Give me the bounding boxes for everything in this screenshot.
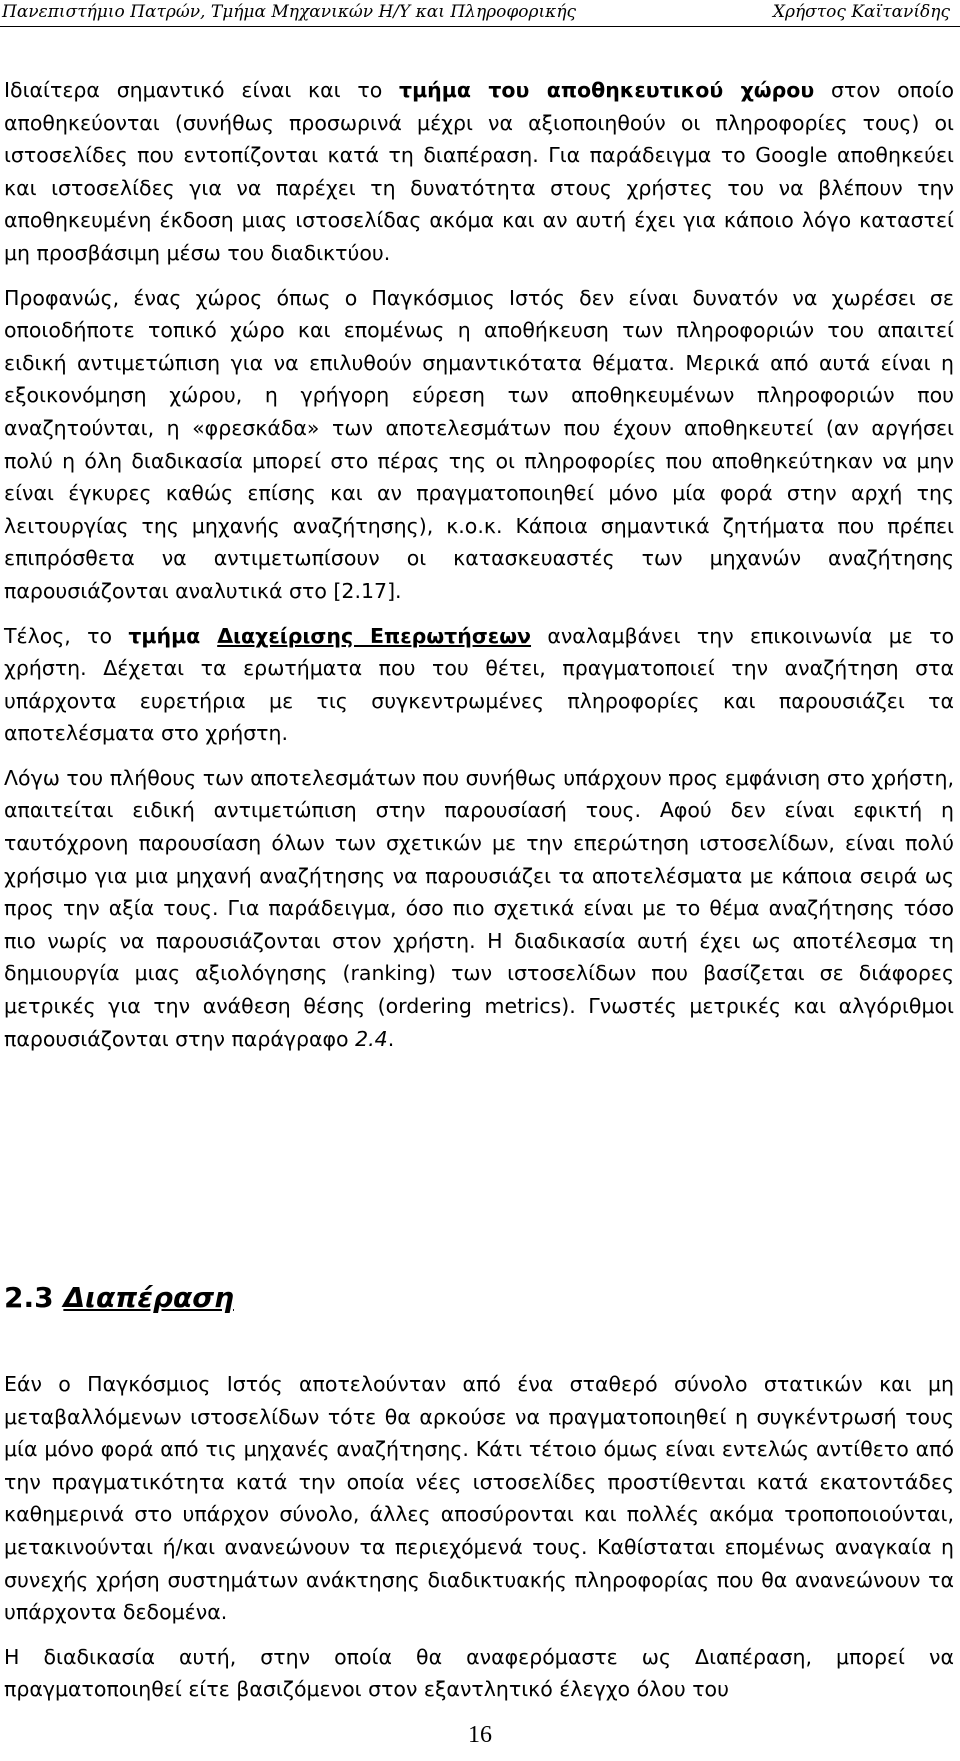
section-reference: 2.4 (355, 1026, 388, 1051)
header-author: Χρήστος Καϊτανίδης (772, 2, 950, 22)
text-run: Τέλος, το (4, 623, 129, 648)
bold-term-section: τμήμα (128, 623, 218, 648)
section-heading (4, 1281, 234, 1314)
text-run: Ιδιαίτερα σημαντικό είναι και το (4, 78, 400, 102)
section-title: Διαπέραση (63, 1281, 234, 1314)
bold-term-storage: τμήμα του αποθηκευτικού χώρου (399, 78, 815, 102)
body-text (4, 74, 954, 1067)
paragraph-crawl-process: Η διαδικασία αυτή, στην οποία θα αναφερόμαστε ως Διαπέραση, μπορεί να πραγματοποιηθεί είτε βασιζόμενοι στον εξαντλητικό έλεγχο όλου του (4, 1644, 954, 1702)
paragraph-storage (4, 74, 954, 270)
header-divider (0, 26, 960, 27)
paragraph-storage-issues: Προφανώς, ένας χώρος όπως ο Παγκόσμιος Ιστός δεν είναι δυνατόν να χωρέσει σε οποιοδήποτε τοπικό χώρο και επομένως η αποθήκευση των πληροφοριών του απαιτεί ειδική αντιμετώπιση για να επιλυθούν σημαντικότατα θέματα. Μερικά από αυτά είναι η εξοικονόμηση χώρου, η γρήγορη εύρεση των αποθηκευμένων πληροφοριών που αναζητούνται, η «φρεσκάδα» των αποτελεσμάτων που έχουν αποθηκευτεί (αν αργήσει πολύ η όλη διαδικασία μπορεί στο πέρας της οι πληροφορίες που αποθηκεύτηκαν να μην είναι έγκυρες καθώς επίσης και αν πραγματοποιηθεί μόνο μία φορά στην αρχή της λειτουργίας της μηχανής αναζήτησης), κ.ο.κ. Κάποια σημαντικά ζητήματα που πρέπει επιπρόσθετα να αντιμετωπίσουν οι κατασκευαστές των μηχανών αναζήτησης παρουσιάζονται αναλυτικά στο [2.17]. (4, 285, 954, 603)
text-run: . (387, 1026, 395, 1051)
paragraph-crawl-intro: Εάν ο Παγκόσμιος Ιστός αποτελούνταν από ένα σταθερό σύνολο στατικών και μη μεταβαλλόμενων ιστοσελίδων τότε θα αρκούσε να πραγματοποιηθεί η συγκέντρωσή τους μία μόνο φορά από τις μηχανές αναζήτησης. Κάτι τέτοιο όμως είναι εντελώς αντίθετο από την πραγματικότητα κατά την οποία νέες ιστοσελίδες προστίθενται κατά εκατοντάδες καθημερινά στο υπάρχον σύνολο, άλλες αποσύρονται και πολλές ακόμα τροποποιούνται, μετακινούνται ή/και ανανεώνουν τα περιεχόμενά τους. Καθίσταται επομένως αναγκαία η συνεχής χρήση συστημάτων ανάκτησης διαδικτυακής πληροφορίας που θα ανανεώνουν τα υπάρχοντα δεδομένα. (4, 1372, 954, 1625)
text-run: Λόγω του πλήθους των αποτελεσμάτων που συνήθως υπάρχουν προς εμφάνιση στο χρήστη, απαιτείται ειδική αντιμετώπιση στην παρουσίασή τους. Αφού δεν είναι εφικτή η ταυτόχρονη παρουσίαση όλων των σχετικών με την επερώτηση ιστοσελίδων, είναι πολύ χρήσιμο για μια μηχανή αναζήτησης να παρουσιάζει τα αποτελέσματα με κάποια σειρά ως προς την αξία τους. Για παράδειγμα, όσο πιο σχετικά είναι με το θέμα αναζήτησης τόσο πιο νωρίς να παρουσιάζονται στον χρήστη. Η διαδικασία αυτή έχει ως αποτέλεσμα τη δημιουργία μιας αξιολόγησης (ranking) των ιστοσελίδων που βασίζεται σε διάφορες μετρικές για την ανάθεση θέσης (ordering metrics). Γνωστές μετρικές και αλγόριθμοι παρουσιάζονται στην παράγραφο (4, 765, 954, 1051)
text-run: στον οποίο αποθηκεύονται (συνήθως προσωρινά μέχρι να αξιοποιηθούν οι πληροφορίες τους) οι ιστοσελίδες που εντοπίζονται κατά τη διαπέραση. Για παράδειγμα το Google αποθηκεύει και ιστοσελίδες για να παρέχει τη δυνατότητα στους χρήστες του να βλέπουν την αποθηκευμένη έκδοση μιας ιστοσελίδας ακόμα και αν αυτή έχει για κάποιο λόγο καταστεί μη προσβάσιμη μέσω του διαδικτύου. (4, 78, 954, 265)
paragraph-ranking (4, 762, 954, 1055)
header-institution: Πανεπιστήμιο Πατρών, Τμήμα Μηχανικών Η/Υ και Πληροφορικής (2, 2, 577, 22)
paragraph-query-management (4, 620, 954, 750)
section-number: 2.3 (4, 1281, 54, 1314)
bold-underlined-term-query: Διαχείρισης Επερωτήσεων (217, 623, 532, 648)
page-header (0, 0, 960, 26)
text-run: αναλαμβάνει την επικοινωνία με το χρήστη. Δέχεται τα ερωτήματα που του θέτει, πραγματοποιεί την αναζήτηση στα υπάρχοντα ευρετήρια με τις συγκεντρωμένες πληροφορίες και παρουσιάζει τα αποτελέσματα στο χρήστη. (4, 623, 955, 746)
body-text-section (4, 1368, 954, 1718)
page-number: 16 (468, 1722, 492, 1748)
